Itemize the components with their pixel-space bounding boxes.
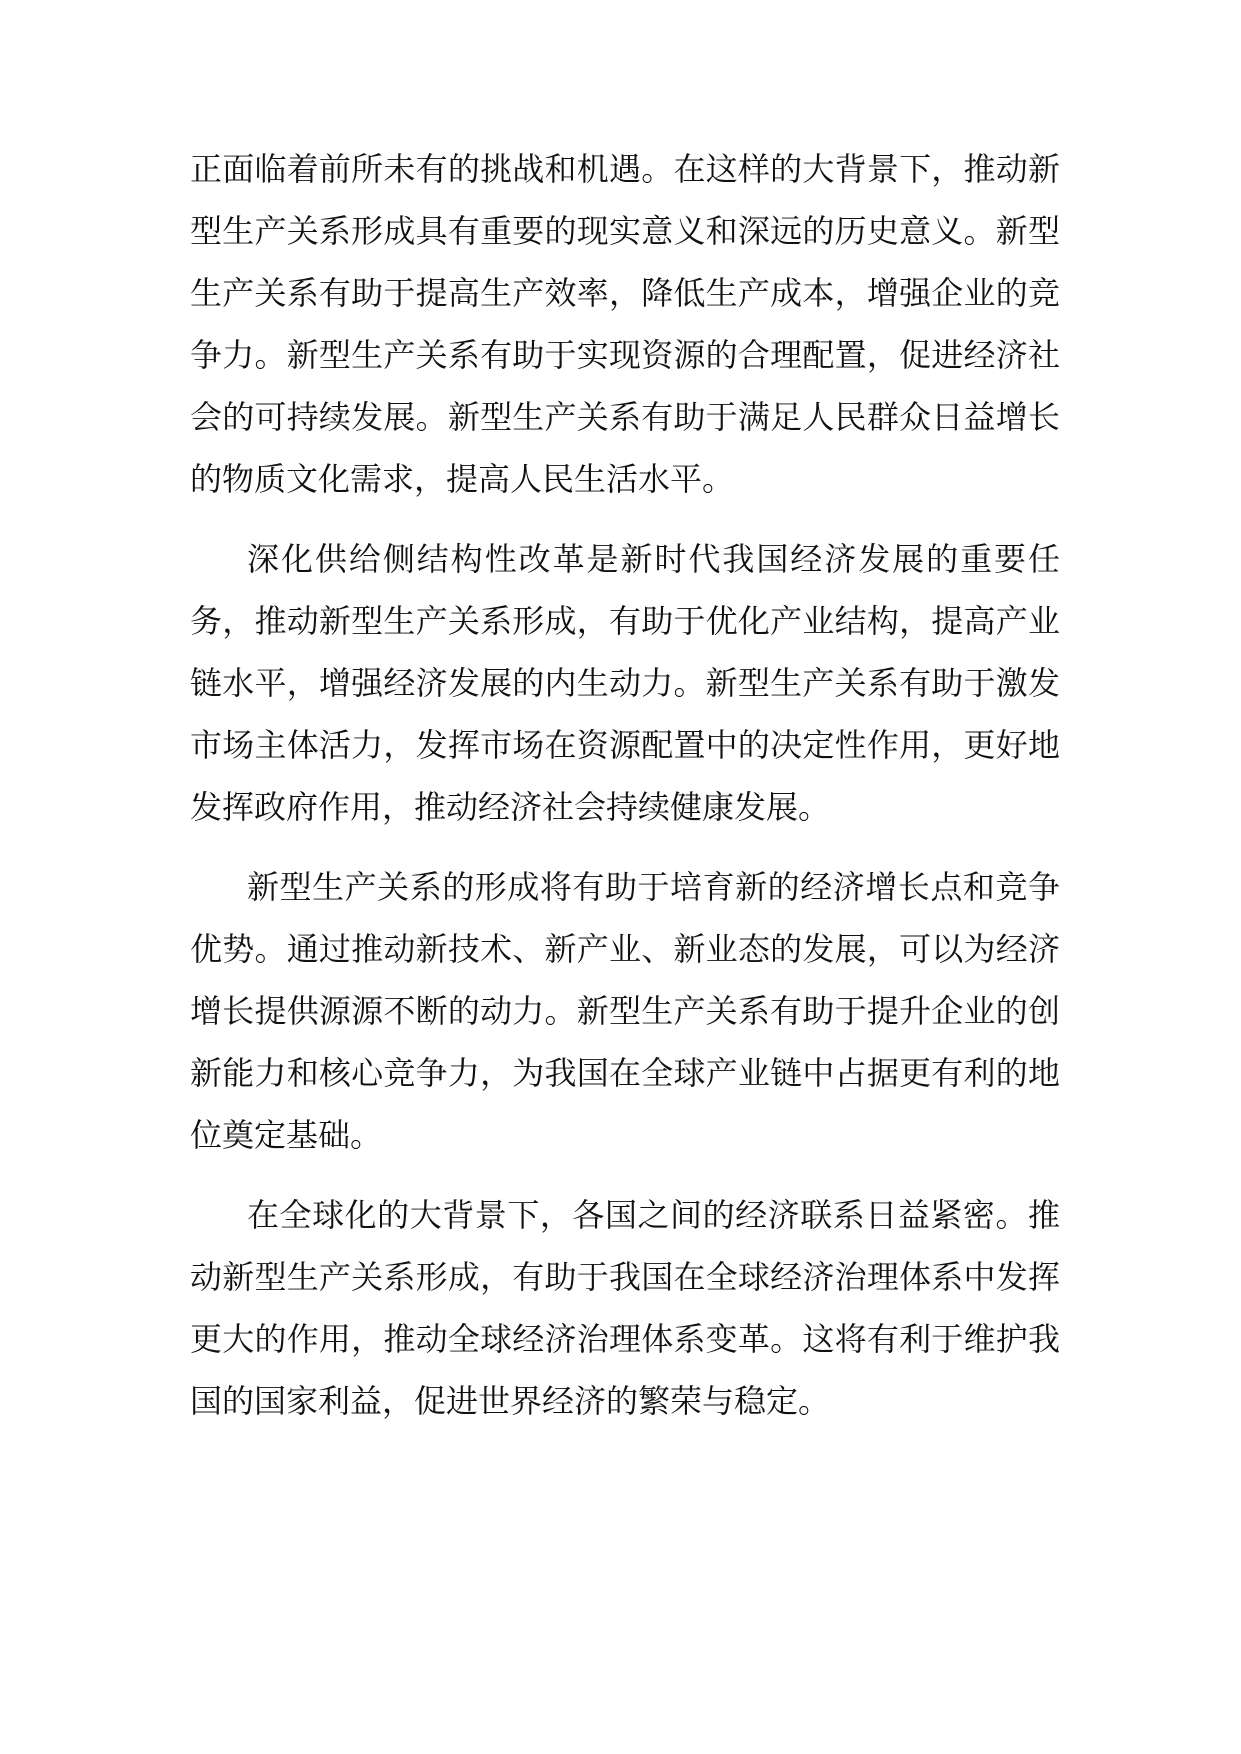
paragraph-1: 正面临着前所未有的挑战和机遇。在这样的大背景下，推动新型生产关系形成具有重要的现实意义和深远的历史意义。新型生产关系有助于提高生产效率，降低生产成本，增强企业的竞争力。新型生产关系有助于实现资源的合理配置，促进经济社会的可持续发展。新型生产关系有助于满足人民群众日益增长的物质文化需求，提高人民生活水平。 — [190, 150, 1060, 498]
paragraph-3: 新型生产关系的形成将有助于培育新的经济增长点和竞争优势。通过推动新技术、新产业、新业态的发展，可以为经济增长提供源源不断的动力。新型生产关系有助于提升企业的创新能力和核心竞争力，为我国在全球产业链中占据更有利的地位奠定基础。 — [190, 868, 1060, 1154]
paragraph-2: 深化供给侧结构性改革是新时代我国经济发展的重要任务，推动新型生产关系形成，有助于优化产业结构，提高产业链水平，增强经济发展的内生动力。新型生产关系有助于激发市场主体活力，发挥市场在资源配置中的决定性作用，更好地发挥政府作用，推动经济社会持续健康发展。 — [190, 540, 1060, 826]
document-body — [190, 138, 1060, 1432]
paragraph-4: 在全球化的大背景下，各国之间的经济联系日益紧密。推动新型生产关系形成，有助于我国在全球经济治理体系中发挥更大的作用，推动全球经济治理体系变革。这将有利于维护我国的国家利益，促进世界经济的繁荣与稳定。 — [190, 1196, 1060, 1420]
